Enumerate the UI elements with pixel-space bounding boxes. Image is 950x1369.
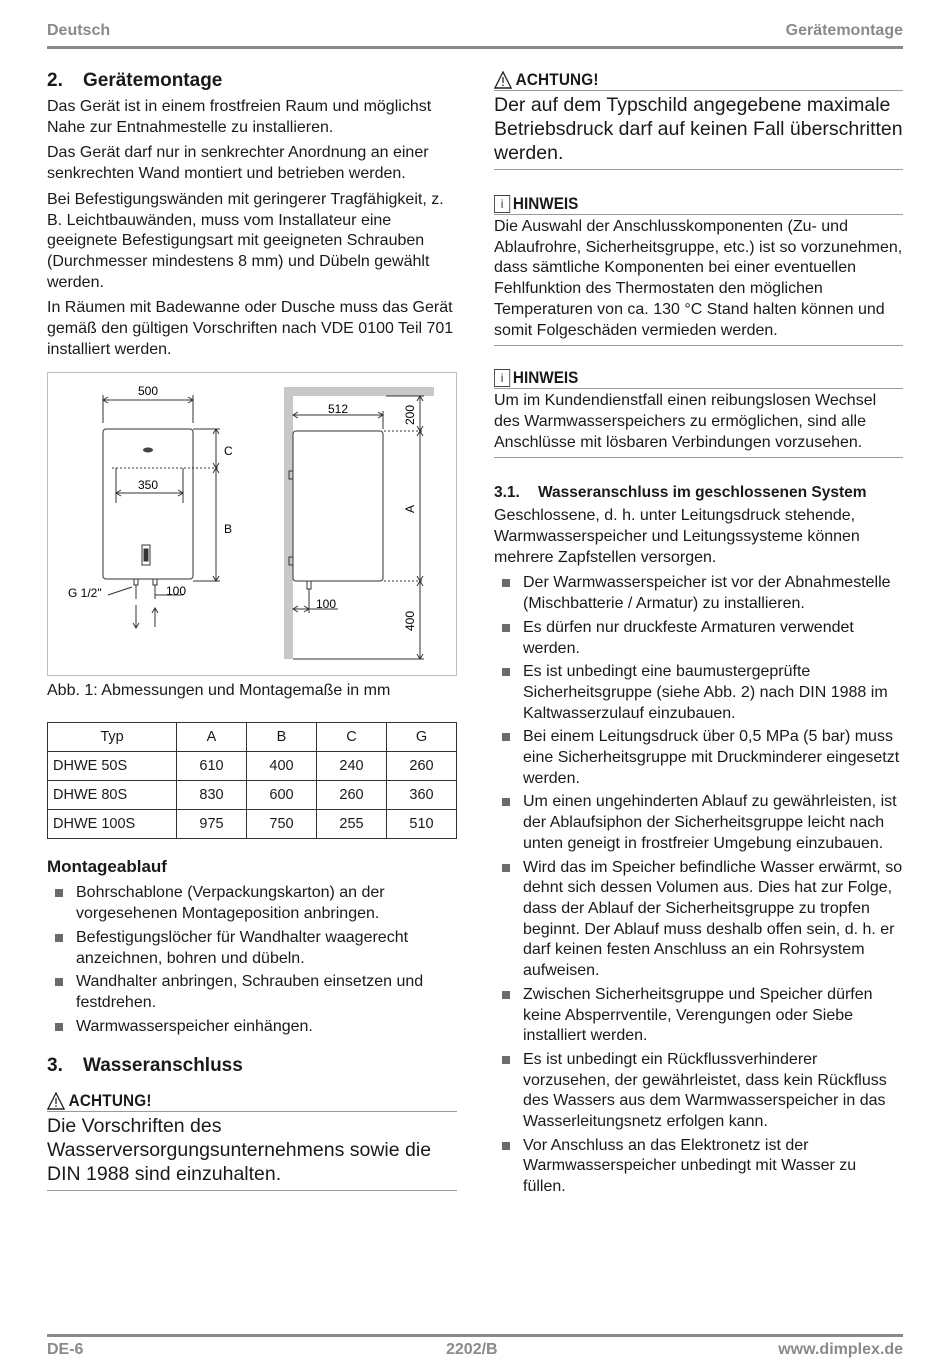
dimension-table <box>47 722 457 839</box>
hint-title <box>494 194 862 214</box>
table-header-cell: C <box>317 723 387 752</box>
warning-label: ACHTUNG! <box>68 1091 152 1111</box>
warning-title <box>47 1091 416 1111</box>
hint-text: Die Auswahl der Anschlusskomponenten (Zu- und Ablaufrohre, Sicherheitsgruppe, etc.) ist so vorzunehmen, dass sämtliche Komponenten bei einer eventuellen Fehlfunktion des Thermostaten den möglichen Temperaturen von ca. 130 °C Stand halten können und somit Folgeschäden vermieden werden. <box>494 218 903 339</box>
dim-label-512: 512 <box>327 402 349 417</box>
table-row <box>48 752 457 781</box>
header-section: Gerätemontage <box>785 22 903 39</box>
section-3-heading <box>47 1055 457 1077</box>
table-header-cell: G <box>387 723 457 752</box>
montage-list <box>47 883 457 1037</box>
header-language: Deutsch <box>47 22 111 39</box>
list-item: Befestigungslöcher für Wandhalter waagerecht anzeichnen, bohren und dübeln. <box>47 928 457 969</box>
hint-title <box>494 368 862 388</box>
section-title: Wasseranschluss <box>83 1055 243 1077</box>
section-number: 3. <box>47 1055 63 1077</box>
list-item: Vor Anschluss an das Elektronetz ist der Warmwasserspeicher unbedingt mit Wasser zu füllen. <box>494 1136 903 1198</box>
table-header-cell: Typ <box>48 723 177 752</box>
table-cell: 610 <box>177 752 247 781</box>
section-number: 3.1. <box>494 484 520 502</box>
dim-label-100-left: 100 <box>166 584 187 599</box>
list-item: Es ist unbedingt eine baumustergeprüfte Sicherheitsgruppe (siehe Abb. 2) nach DIN 1988 im Kaltwasserzulauf einzubauen. <box>494 662 903 724</box>
table-header-cell: B <box>247 723 317 752</box>
footer-rule <box>47 1334 903 1337</box>
table-cell: 240 <box>317 752 387 781</box>
warning-title <box>494 70 862 90</box>
hint-text: Um im Kundendienstfall einen reibungslosen Wechsel des Warmwasserspeichers zu ermöglichen, sind alle Anschlüsse mit lösbaren Verbindungen vorzusehen. <box>494 392 877 451</box>
warning-block <box>47 1091 457 1191</box>
list-item: Der Warmwasserspeicher ist vor der Abnahmestelle (Mischbatterie / Armatur) zu installieren. <box>494 573 903 614</box>
figure-caption: Abb. 1: Abmessungen und Montagemaße in mm <box>47 682 391 700</box>
footer-url: www.dimplex.de <box>778 1341 903 1358</box>
table-cell: 360 <box>387 781 457 810</box>
table-cell: 750 <box>247 810 317 839</box>
list-item: Wird das im Speicher befindliche Wasser erwärmt, so dehnt sich dessen Volumen aus. Dies hat zur Folge, dass der Ablauf der Sicherheitsgruppe zu tropfen beginnt. Der Ablauf muss deshalb offen sein, d. h. er darf keinen festen Anschluss an ein Rohrsystem aufweisen. <box>494 858 903 982</box>
table-header-row <box>48 723 457 752</box>
warning-text: Die Vorschriften des Wasserversorgungsunternehmens sowie die DIN 1988 sind einzuhalten. <box>47 1115 432 1186</box>
list-item: Warmwasserspeicher einhängen. <box>47 1017 457 1038</box>
warning-block <box>494 70 903 170</box>
table-cell: 260 <box>317 781 387 810</box>
hint-box <box>494 214 903 346</box>
hint-block <box>494 194 903 346</box>
list-item: Bei einem Leitungsdruck über 0,5 MPa (5 bar) muss eine Sicherheitsgruppe mit Druckminderer eingesetzt werden. <box>494 727 903 789</box>
list-item: Wandhalter anbringen, Schrauben einsetzen und festdrehen. <box>47 972 457 1013</box>
warning-triangle-icon <box>47 1092 65 1110</box>
paragraph: In Räumen mit Badewanne oder Dusche muss das Gerät gemäß den gültigen Vorschriften nach VDE 0100 Teil 701 installiert werden. <box>47 299 454 358</box>
warning-box <box>47 1111 457 1191</box>
paragraph: Das Gerät darf nur in senkrechter Anordnung an einer senkrechten Wand montiert und betrieben werden. <box>47 144 429 183</box>
dim-label-400: 400 <box>403 611 417 632</box>
footer-page: DE-6 <box>47 1341 84 1358</box>
right-column <box>494 70 903 1201</box>
warning-triangle-icon <box>494 71 512 89</box>
paragraph: Bei Befestigungswänden mit geringerer Tragfähigkeit, z. B. Leichtbauwänden, muss vom Installateur eine geeignete Befestigungsart mit geeigneten Schrauben (Durchmesser mindestens 8 mm) und Dübeln gewählt werden. <box>47 190 444 291</box>
table-cell: 510 <box>387 810 457 839</box>
dim-label-350: 350 <box>137 478 159 493</box>
header-rule <box>47 46 903 49</box>
list-item: Es dürfen nur druckfeste Armaturen verwendet werden. <box>494 618 903 659</box>
table-cell: DHWE 50S <box>48 752 177 781</box>
table-cell: 975 <box>177 810 247 839</box>
hint-block <box>494 368 903 458</box>
section-title: Gerätemontage <box>83 70 223 91</box>
table-row <box>48 810 457 839</box>
table-cell: DHWE 80S <box>48 781 177 810</box>
dim-label-200: 200 <box>403 405 417 426</box>
dim-label-a: A <box>403 505 417 514</box>
dimension-figure <box>47 372 457 676</box>
list-item: Es ist unbedingt ein Rückflussverhinderer vorzusehen, der gewährleistet, dass kein Rückfluss des Wassers aus dem Warmwasserspeicher in das Wasserleitungsnetz erfolgen kann. <box>494 1050 903 1133</box>
table-cell: 600 <box>247 781 317 810</box>
section-3-1-heading <box>494 484 903 502</box>
section-number: 2. <box>47 70 63 91</box>
table-cell: 400 <box>247 752 317 781</box>
table-cell: 830 <box>177 781 247 810</box>
info-icon: i <box>494 195 510 213</box>
dim-label-g: G 1/2" <box>68 586 102 601</box>
paragraph: Das Gerät ist in einem frostfreien Raum und möglichst Nahe zur Entnahmestelle zu installieren. <box>47 98 432 136</box>
table-row <box>48 781 457 810</box>
montage-heading: Montageablauf <box>47 857 167 877</box>
hint-label: HINWEIS <box>512 194 579 213</box>
table-cell: 260 <box>387 752 457 781</box>
section-title: Wasseranschluss im geschlossenen System <box>538 484 867 502</box>
footer-code: 2202/B <box>446 1341 498 1358</box>
section-2-heading <box>47 70 457 92</box>
table-cell: DHWE 100S <box>48 810 177 839</box>
requirements-list <box>494 573 903 1197</box>
hint-label: HINWEIS <box>512 368 579 388</box>
info-icon: i <box>494 369 510 387</box>
dimension-drawing <box>48 373 456 675</box>
dim-label-500: 500 <box>137 384 159 399</box>
table-cell: 255 <box>317 810 387 839</box>
warning-label: ACHTUNG! <box>515 70 599 89</box>
warning-box <box>494 90 903 170</box>
dim-label-100-right: 100 <box>316 597 337 612</box>
list-item: Um einen ungehinderten Ablauf zu gewährleisten, ist der Ablaufsiphon der Sicherheitsgruppe leicht nach unten geneigt in frostfreier Umgebung einzubauen. <box>494 792 903 854</box>
list-item: Zwischen Sicherheitsgruppe und Speicher dürfen keine Absperrventile, Verengungen oder Siebe installiert werden. <box>494 985 903 1047</box>
warning-text: Der auf dem Typschild angegebene maximale Betriebsdruck darf auf keinen Fall überschritten werden. <box>494 94 903 164</box>
list-item: Bohrschablone (Verpackungskarton) an der vorgesehenen Montageposition anbringen. <box>47 883 457 924</box>
dim-label-c: C <box>224 444 233 459</box>
hint-box <box>494 388 903 458</box>
table-header-cell: A <box>177 723 247 752</box>
left-column <box>47 70 457 1191</box>
dim-label-b: B <box>224 522 233 537</box>
paragraph: Geschlossene, d. h. unter Leitungsdruck stehende, Warmwasserspeicher und Leitungssysteme können mehrere Zapfstellen versorgen. <box>494 507 860 566</box>
